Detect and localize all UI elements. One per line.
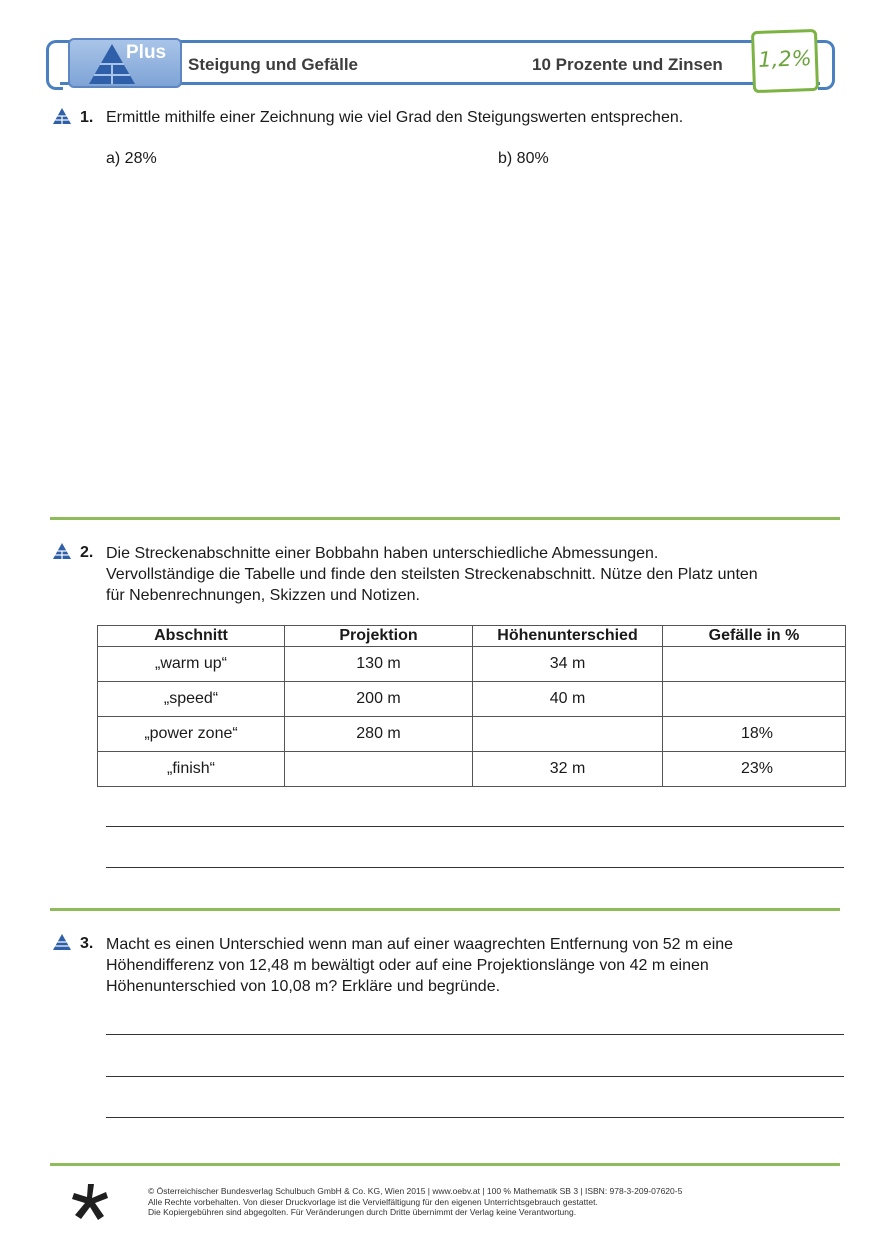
level-pyramid-icon	[52, 542, 72, 560]
column-header: Höhenunterschied	[473, 626, 663, 647]
table-cell: 18%	[663, 717, 846, 752]
section-divider	[50, 908, 840, 911]
table-cell: 23%	[663, 752, 846, 787]
answer-line	[106, 1076, 844, 1077]
table-row	[98, 647, 846, 682]
table-cell: 40 m	[473, 682, 663, 717]
page-title: Steigung und Gefälle	[188, 55, 359, 74]
footer-line: Die Kopiergebühren sind abgegolten. Für Veränderungen durch Dritte übernimmt der Verlag keine Verantwortung.	[148, 1207, 577, 1217]
table-cell: „speed“	[98, 682, 285, 717]
task-part-a: a) 28%	[106, 150, 157, 167]
table-cell: 200 m	[285, 682, 473, 717]
publisher-logo-icon	[70, 1182, 110, 1222]
table-cell: „power zone“	[98, 717, 285, 752]
answer-line	[106, 1117, 844, 1118]
section-divider	[50, 1163, 840, 1166]
table-cell: 32 m	[473, 752, 663, 787]
column-header: Projektion	[285, 626, 473, 647]
footer-line: © Österreichischer Bundesverlag Schulbuch GmbH & Co. KG, Wien 2015 | www.oebv.at | 100 % Mathematik SB 3 | ISBN: 978-3-209-07620-5	[148, 1186, 683, 1196]
task-text-line: Die Streckenabschnitte einer Bobbahn haben unterschiedliche Abmessungen.	[106, 545, 659, 562]
answer-line	[106, 826, 844, 827]
task-text-line: Vervollständige die Tabelle und finde den steilsten Streckenabschnitt. Nütze den Platz unten	[106, 566, 758, 583]
task-text-line: Höhendifferenz von 12,48 m bewältigt oder auf eine Projektionslänge von 42 m einen	[106, 957, 709, 974]
table-cell-empty	[285, 752, 473, 787]
table-cell: „warm up“	[98, 647, 285, 682]
answer-line	[106, 1034, 844, 1035]
task-text-line: für Nebenrechnungen, Skizzen und Notizen.	[106, 587, 420, 604]
task-text	[106, 934, 733, 997]
table-cell: 130 m	[285, 647, 473, 682]
level-pyramid-icon	[52, 107, 72, 125]
table-row	[98, 717, 846, 752]
data-table	[97, 625, 846, 787]
task-text: Ermittle mithilfe einer Zeichnung wie viel Grad den Steigungswerten entsprechen.	[106, 109, 684, 126]
task-text	[106, 543, 758, 606]
plus-label: Plus	[126, 42, 167, 63]
table-row	[98, 682, 846, 717]
footer-copyright	[148, 1186, 682, 1218]
header-bracket-left	[46, 40, 63, 90]
table-cell-empty	[473, 717, 663, 752]
column-header: Gefälle in %	[663, 626, 846, 647]
task-number: 1.	[80, 109, 94, 126]
table-row	[98, 752, 846, 787]
badge-label: 1,2%	[757, 46, 813, 72]
task-text-line: Macht es einen Unterschied wenn man auf einer waagrechten Entfernung von 52 m eine	[106, 936, 734, 953]
table-header-row	[98, 626, 846, 647]
table-cell-empty	[663, 647, 846, 682]
task-text-line: Höhenunterschied von 10,08 m? Erkläre und begründe.	[106, 978, 501, 995]
table-cell: 34 m	[473, 647, 663, 682]
task-part-b: b) 80%	[498, 150, 549, 167]
footer-line: Alle Rechte vorbehalten. Von dieser Druckvorlage ist die Vervielfältigung für den eigenen Unterrichtsgebrauch gestattet.	[148, 1196, 598, 1207]
badge	[751, 29, 819, 93]
level-pyramid-icon	[52, 933, 72, 951]
header-bracket-right	[818, 40, 835, 90]
column-header: Abschnitt	[98, 626, 285, 647]
answer-line	[106, 867, 844, 868]
section-divider	[50, 517, 840, 520]
table-cell: „finish“	[98, 752, 285, 787]
table-cell: 280 m	[285, 717, 473, 752]
table-cell-empty	[663, 682, 846, 717]
task-number: 3.	[80, 935, 94, 952]
chapter-title: 10 Prozente und Zinsen	[532, 55, 723, 74]
task-number: 2.	[80, 544, 94, 561]
